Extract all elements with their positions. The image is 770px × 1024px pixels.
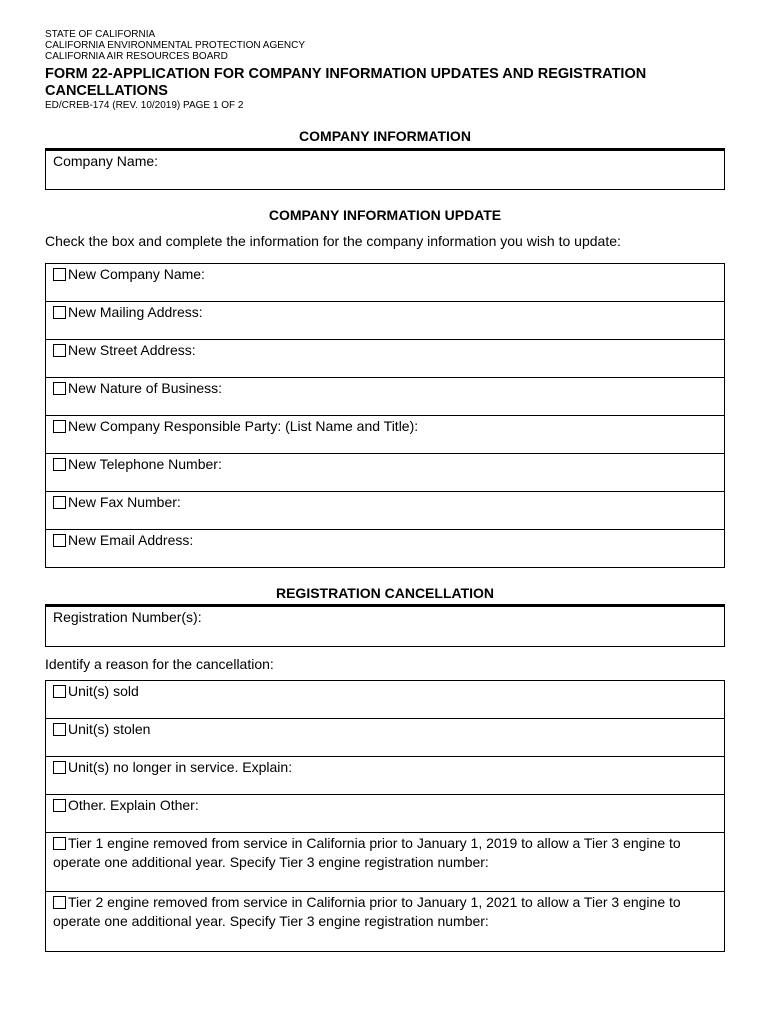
update-row-responsible-party[interactable] bbox=[46, 416, 724, 454]
checkbox[interactable] bbox=[53, 534, 66, 547]
reason-row-sold[interactable] bbox=[46, 681, 724, 719]
checkbox[interactable] bbox=[53, 799, 66, 812]
update-item-label: New Street Address: bbox=[68, 342, 196, 358]
update-item-label: New Email Address: bbox=[68, 532, 194, 548]
update-row-company-name[interactable] bbox=[46, 264, 724, 302]
checkbox[interactable] bbox=[53, 685, 66, 698]
cancellation-reasons-table bbox=[45, 680, 725, 952]
update-item-label: New Company Name: bbox=[68, 266, 205, 282]
checkbox[interactable] bbox=[53, 268, 66, 281]
update-item-label: New Telephone Number: bbox=[68, 456, 222, 472]
reason-label: Other. Explain Other: bbox=[68, 797, 199, 813]
reason-label: Unit(s) no longer in service. Explain: bbox=[68, 759, 293, 775]
checkbox[interactable] bbox=[53, 344, 66, 357]
checkbox[interactable] bbox=[53, 382, 66, 395]
update-row-mailing-address[interactable] bbox=[46, 302, 724, 340]
agency-calepa: CALIFORNIA ENVIRONMENTAL PROTECTION AGENCY bbox=[45, 40, 306, 51]
update-item-label: New Mailing Address: bbox=[68, 304, 203, 320]
update-row-street-address[interactable] bbox=[46, 340, 724, 378]
company-name-field[interactable] bbox=[45, 148, 725, 190]
company-name-label: Company Name: bbox=[53, 153, 159, 169]
registration-cancellation-heading: REGISTRATION CANCELLATION bbox=[275, 585, 495, 601]
agency-state: STATE OF CALIFORNIA bbox=[45, 29, 156, 40]
update-row-nature-of-business[interactable] bbox=[46, 378, 724, 416]
checkbox[interactable] bbox=[53, 837, 66, 850]
form-title: FORM 22-APPLICATION FOR COMPANY INFORMATION UPDATES AND REGISTRATION CANCELLATIONS bbox=[45, 66, 647, 99]
checkbox[interactable] bbox=[53, 723, 66, 736]
cancellation-reason-prompt: Identify a reason for the cancellation: bbox=[45, 656, 274, 672]
company-information-heading: COMPANY INFORMATION bbox=[299, 128, 471, 144]
update-item-label: New Company Responsible Party: (List Name and Title): bbox=[68, 418, 419, 434]
form-id: ED/CREB-174 (REV. 10/2019) PAGE 1 OF 2 bbox=[45, 100, 244, 111]
reason-row-tier2-engine[interactable] bbox=[46, 892, 724, 951]
update-items-table bbox=[45, 263, 725, 568]
reason-row-other[interactable] bbox=[46, 795, 724, 833]
reason-row-tier1-engine[interactable] bbox=[46, 833, 724, 892]
reason-label: Unit(s) stolen bbox=[68, 721, 151, 737]
update-item-label: New Nature of Business: bbox=[68, 380, 223, 396]
checkbox[interactable] bbox=[53, 420, 66, 433]
update-item-label: New Fax Number: bbox=[68, 494, 181, 510]
reason-label: Tier 2 engine removed from service in California prior to January 1, 2021 to allow a Tier 3 engine to operate one additional year. Specify Tier 3 engine registration number: bbox=[53, 894, 681, 929]
update-row-email[interactable] bbox=[46, 530, 724, 568]
company-information-update-heading: COMPANY INFORMATION UPDATE bbox=[268, 207, 502, 223]
checkbox[interactable] bbox=[53, 496, 66, 509]
reason-row-no-longer-in-service[interactable] bbox=[46, 757, 724, 795]
checkbox[interactable] bbox=[53, 761, 66, 774]
checkbox[interactable] bbox=[53, 896, 66, 909]
agency-carb: CALIFORNIA AIR RESOURCES BOARD bbox=[45, 51, 228, 62]
reason-label: Tier 1 engine removed from service in California prior to January 1, 2019 to allow a Tier 3 engine to operate one additional year. Specify Tier 3 engine registration number: bbox=[53, 835, 681, 870]
reason-row-stolen[interactable] bbox=[46, 719, 724, 757]
reason-label: Unit(s) sold bbox=[68, 683, 139, 699]
registration-number-field[interactable] bbox=[45, 604, 725, 647]
checkbox[interactable] bbox=[53, 458, 66, 471]
update-row-fax[interactable] bbox=[46, 492, 724, 530]
checkbox[interactable] bbox=[53, 306, 66, 319]
registration-number-label: Registration Number(s): bbox=[53, 609, 202, 625]
update-instruction: Check the box and complete the information for the company information you wish to update: bbox=[45, 233, 621, 249]
update-row-telephone[interactable] bbox=[46, 454, 724, 492]
